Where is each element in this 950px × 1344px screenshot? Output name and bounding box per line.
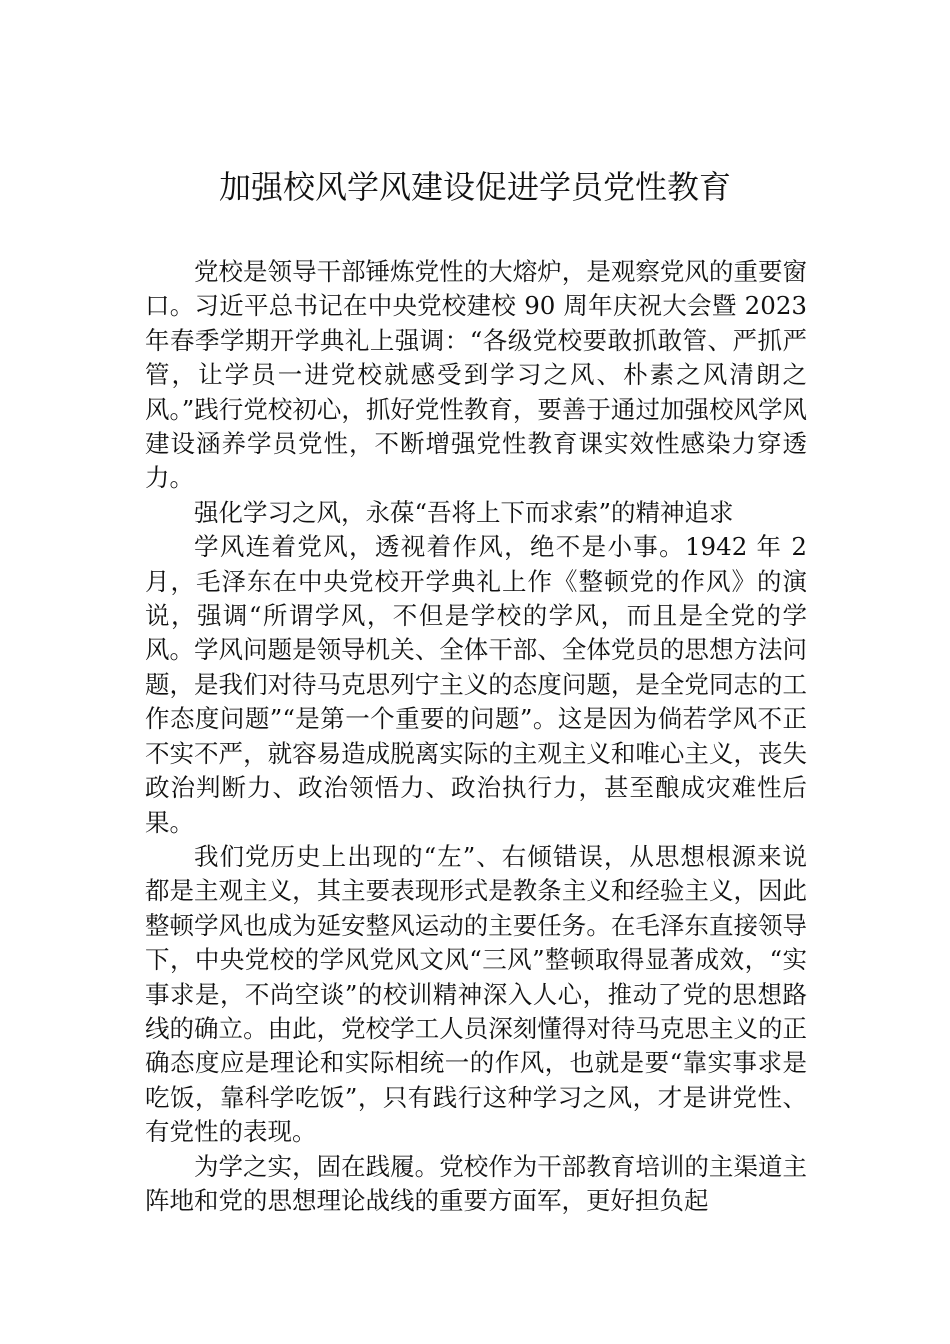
- paragraph-study-style: 学风连着党风，透视着作风，绝不是小事。1942 年 2 月，毛泽东在中央党校开学典礼上作《整顿党的作风》的演说，强调“所谓学风，不但是学校的学风，而且是全党的学风。学风问题是领导机关、全体干部、全体党员的思想方法问题，是我们对待马克思列宁主义的态度问题，是全党同志的工作态度问题”“是第一个重要的问题”。这是因为倘若学风不正不实不严，就容易造成脱离实际的主观主义和唯心主义，丧失政治判断力、政治领悟力、政治执行力，甚至酿成灾难性后果。: [145, 532, 807, 837]
- document-title: 加强校风学风建设促进学员党性教育: [218, 168, 731, 206]
- paragraph-intro: 党校是领导干部锤炼党性的大熔炉，是观察党风的重要窗口。习近平总书记在中央党校建校 90 周年庆祝大会暨 2023 年春季学期开学典礼上强调：“各级党校要敢抓敢管、严抓严管，让学员一进党校就感受到学习之风、朴素之风清朗之风。”践行党校初心，抓好党性教育，要善于通过加强校风学风建设涵养学员党性，不断增强党性教育课实效性感染力穿透力。: [145, 257, 807, 493]
- section-heading: 强化学习之风，永葆“吾将上下而求索”的精神追求: [194, 497, 734, 527]
- paragraph-practice: 为学之实，固在践履。党校作为干部教育培训的主渠道主阵地和党的思想理论战线的重要方面军，更好担负起: [145, 1151, 807, 1215]
- paragraph-history: 我们党历史上出现的“左”、右倾错误，从思想根源来说都是主观主义，其主要表现形式是教条主义和经验主义，因此整顿学风也成为延安整风运动的主要任务。在毛泽东直接领导下，中央党校的学风党风文风“三风”整顿取得显著成效，“实事求是，不尚空谈”的校训精神深入人心，推动了党的思想路线的确立。由此，党校学工人员深刻懂得对待马克思主义的正确态度应是理论和实际相统一的作风，也就是要“靠实事求是吃饭，靠科学吃饭”，只有践行这种学习之风，才是讲党性、有党性的表现。: [145, 841, 807, 1147]
- document-body: [145, 255, 807, 1218]
